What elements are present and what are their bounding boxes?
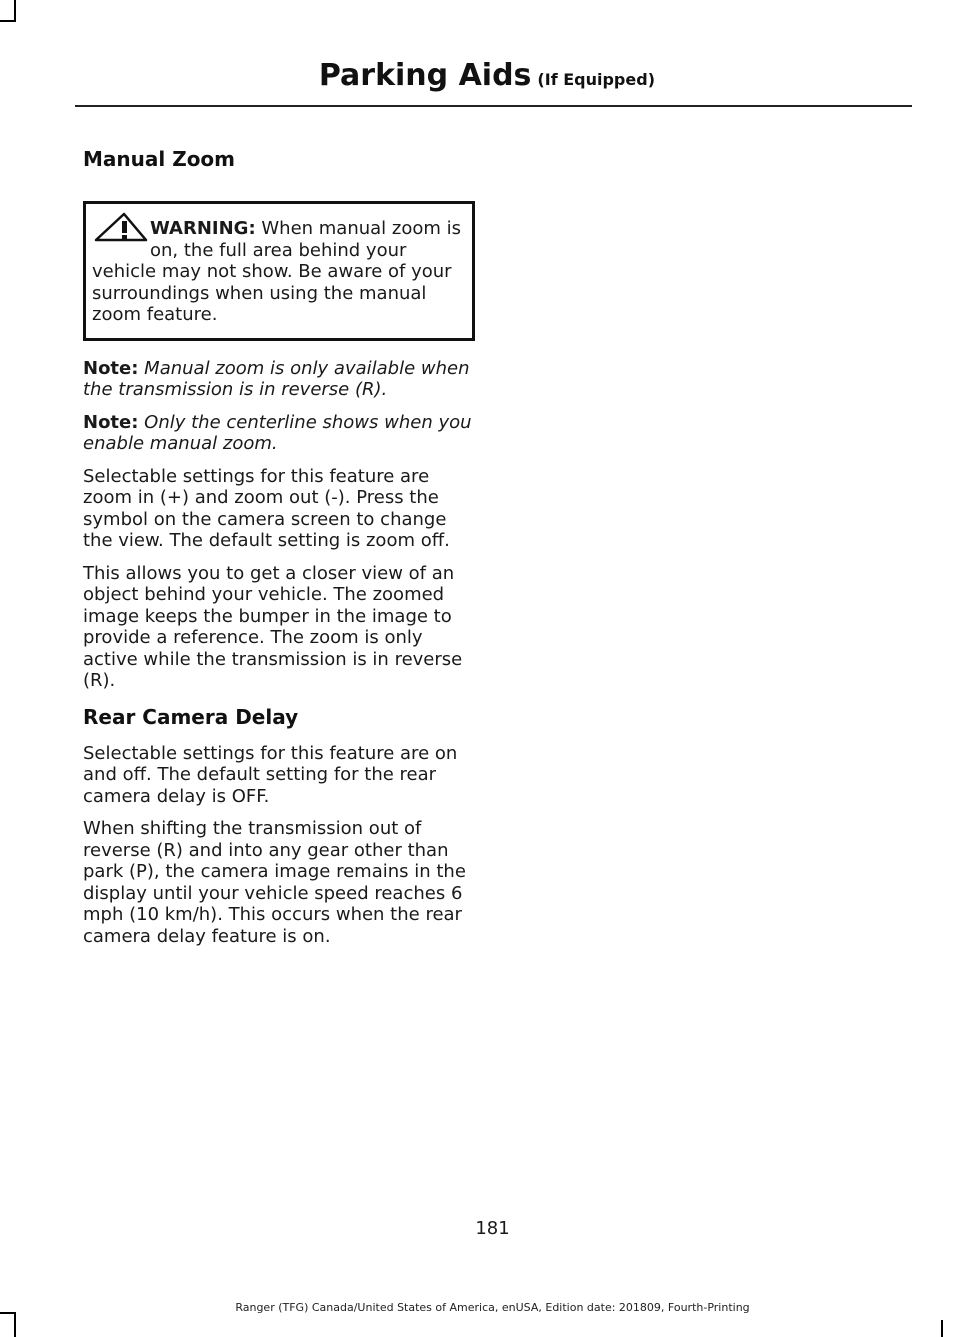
page-number: 181 <box>475 1218 510 1239</box>
header-title-text: Parking Aids <box>318 58 532 93</box>
page-header-title <box>319 58 655 93</box>
note-text: Manual zoom is only available when the transmission is in reverse (R). <box>83 357 470 400</box>
header-rule <box>75 105 912 107</box>
content-column <box>83 140 475 958</box>
warning-text: When manual zoom is on, the full area behind your vehicle may not show. Be aware of your surroundings when using the manual zoom feature. <box>92 218 462 325</box>
crop-mark <box>14 1312 16 1337</box>
crop-mark <box>0 20 16 22</box>
paragraph-delay-settings: Selectable settings for this feature are on and off. The default setting for the rear camera delay is OFF. <box>83 742 458 807</box>
paragraph-zoom-description: This allows you to get a closer view of an object behind your vehicle. The zoomed image keeps the bumper in the image to provide a reference. The zoom is only active while the transmission is in reverse (R). <box>83 562 463 691</box>
note-text: Only the centerline shows when you enable manual zoom. <box>83 411 472 454</box>
crop-mark <box>14 0 16 22</box>
paragraph-zoom-settings: Selectable settings for this feature are zoom in (+) and zoom out (-). Press the symbol on the camera screen to change the view. The default setting is zoom off. <box>83 465 450 551</box>
section-heading-manual-zoom: Manual Zoom <box>83 147 236 171</box>
crop-mark <box>941 1320 943 1337</box>
paragraph-delay-description: When shifting the transmission out of reverse (R) and into any gear other than park (P), the camera image remains in the display until your vehicle speed reaches 6 mph (10 km/h). This occurs when the rear camera delay feature is on. <box>83 818 466 947</box>
note-label: Note: <box>83 411 139 433</box>
warning-triangle-icon <box>92 212 150 242</box>
header-subtitle: (If Equipped) <box>537 70 655 89</box>
warning-box <box>83 201 475 341</box>
page-footer: Ranger (TFG) Canada/United States of America, enUSA, Edition date: 201809, Fourth-Printing <box>235 1301 750 1314</box>
note-label: Note: <box>83 357 139 379</box>
note-manual-zoom-reverse <box>83 358 475 401</box>
note-centerline <box>83 412 475 455</box>
warning-label: WARNING: <box>150 218 256 239</box>
section-heading-rear-camera-delay: Rear Camera Delay <box>83 704 299 729</box>
